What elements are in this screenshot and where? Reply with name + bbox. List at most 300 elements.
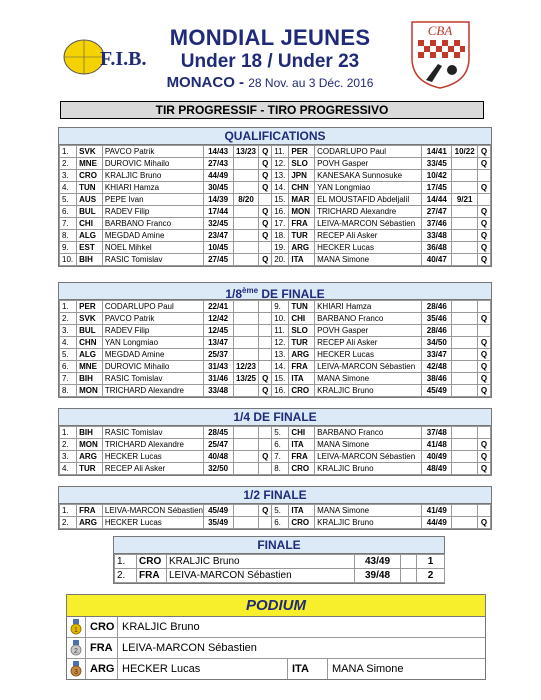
seed-number: 12. xyxy=(272,337,289,349)
player-name: EL MOUSTAFID Abdeljalil xyxy=(315,194,422,206)
bracket-row xyxy=(60,361,491,373)
score-2 xyxy=(233,325,259,337)
qualified-mark: Q xyxy=(478,337,491,349)
seed-number: 5. xyxy=(60,194,77,206)
country-code: ITA xyxy=(289,254,315,266)
score-2 xyxy=(233,313,259,325)
player-name: RASIC Tomislav xyxy=(102,254,203,266)
country-code: CRO xyxy=(289,517,315,529)
country-code: CHI xyxy=(289,313,315,325)
player-name: BARBANO Franco xyxy=(102,218,203,230)
rank-number: 1. xyxy=(115,555,137,569)
qualified-mark: Q xyxy=(259,230,272,242)
player-name: KRALJIC Bruno xyxy=(315,517,422,529)
seed-number: 1. xyxy=(60,505,77,517)
qualified-mark xyxy=(259,325,272,337)
score-1: 23/47 xyxy=(203,230,233,242)
qualified-mark xyxy=(259,313,272,325)
qualified-mark: Q xyxy=(259,170,272,182)
seed-number: 3. xyxy=(60,451,77,463)
player-name: KRALJIC Bruno xyxy=(167,555,355,569)
seed-number: 3. xyxy=(60,170,77,182)
score-1: 30/45 xyxy=(203,182,233,194)
seed-number: 18. xyxy=(272,230,289,242)
eighth-title-post: DE FINALE xyxy=(258,287,325,301)
spacer-cell xyxy=(401,569,417,583)
silver-medal-icon xyxy=(69,640,83,656)
score-2 xyxy=(233,463,259,475)
seed-number: 4. xyxy=(60,182,77,194)
event-dates: 28 Nov. au 3 Déc. 2016 xyxy=(248,76,374,90)
player-name: NOEL Mihkel xyxy=(102,242,203,254)
score-1: 35/49 xyxy=(203,517,233,529)
country-code: FRA xyxy=(289,361,315,373)
country-code: MNE xyxy=(77,361,103,373)
bracket-row xyxy=(60,463,491,475)
player-name: LEIVA-MARCON Sébastien xyxy=(167,569,355,583)
seed-number: 9. xyxy=(60,242,77,254)
seed-number: 10. xyxy=(60,254,77,266)
player-name: HECKER Lucas xyxy=(315,349,422,361)
country-code: SLO xyxy=(289,158,315,170)
medal-number: 1 xyxy=(74,627,78,634)
player-name: KHIARI Hamza xyxy=(102,182,203,194)
score-1: 33/48 xyxy=(203,385,233,397)
score-2 xyxy=(452,517,478,529)
qualified-mark xyxy=(259,194,272,206)
score-1: 25/37 xyxy=(203,349,233,361)
score-1: 44/49 xyxy=(203,170,233,182)
seed-number: 15. xyxy=(272,194,289,206)
player-name: KHIARI Hamza xyxy=(315,301,422,313)
qualified-mark: Q xyxy=(259,385,272,397)
player-name: HECKER Lucas xyxy=(315,242,422,254)
score-1: 44/49 xyxy=(422,517,452,529)
score-1: 40/47 xyxy=(422,254,452,266)
score-2 xyxy=(452,242,478,254)
score-1: 32/45 xyxy=(203,218,233,230)
score-1: 14/44 xyxy=(422,194,452,206)
score-2 xyxy=(233,242,259,254)
score-1: 38/46 xyxy=(422,373,452,385)
score-2 xyxy=(452,313,478,325)
score-2 xyxy=(452,254,478,266)
seed-number: 8. xyxy=(60,230,77,242)
player-name: KRALJIC Bruno xyxy=(315,463,422,475)
score-2: 9/21 xyxy=(452,194,478,206)
country-code: FRA xyxy=(289,218,315,230)
seed-number: 13. xyxy=(272,349,289,361)
score-2 xyxy=(233,158,259,170)
player-name: BARBANO Franco xyxy=(315,313,422,325)
qualified-mark: Q xyxy=(478,451,491,463)
player-name: PEPE Ivan xyxy=(102,194,203,206)
country-code: BIH xyxy=(77,427,103,439)
score-2 xyxy=(233,349,259,361)
seed-number: 6. xyxy=(272,439,289,451)
country-code: MON xyxy=(77,385,103,397)
qualified-mark: Q xyxy=(478,349,491,361)
player-name: MANA Simone xyxy=(327,659,487,679)
qualified-mark: Q xyxy=(259,146,272,158)
qualified-mark: Q xyxy=(478,158,491,170)
qualified-mark: Q xyxy=(478,230,491,242)
score-1: 42/48 xyxy=(422,361,452,373)
player-name: MANA Simone xyxy=(315,373,422,385)
bracket-row xyxy=(60,337,491,349)
bracket-row xyxy=(60,373,491,385)
seed-number: 19. xyxy=(272,242,289,254)
discipline-bar: TIR PROGRESSIF - TIRO PROGRESSIVO xyxy=(60,101,484,119)
player-name: KRALJIC Bruno xyxy=(117,617,292,637)
score-2 xyxy=(452,206,478,218)
score-1: 10/45 xyxy=(203,242,233,254)
eighth-final-title xyxy=(59,283,491,300)
qualified-mark xyxy=(259,301,272,313)
score-2 xyxy=(233,427,259,439)
seed-number: 9. xyxy=(272,301,289,313)
qualified-mark: Q xyxy=(478,242,491,254)
seed-number: 5. xyxy=(272,505,289,517)
player-name: LEIVA-MARCON Sébastien xyxy=(315,218,422,230)
country-code: SLO xyxy=(289,325,315,337)
country-code: MON xyxy=(77,439,103,451)
seed-number: 4. xyxy=(60,337,77,349)
player-name: MEGDAD Amine xyxy=(102,349,203,361)
qualified-mark: Q xyxy=(478,146,491,158)
country-code: ARG xyxy=(289,242,315,254)
score-1: 25/47 xyxy=(203,439,233,451)
country-code: ITA xyxy=(289,505,315,517)
qualified-mark: Q xyxy=(478,517,491,529)
score-2 xyxy=(452,337,478,349)
bracket-row xyxy=(60,517,491,529)
qualified-mark: Q xyxy=(478,206,491,218)
player-name: RECEP Ali Asker xyxy=(315,337,422,349)
player-name: PAVCO Patrik xyxy=(102,146,203,158)
seed-number: 2. xyxy=(60,517,77,529)
seed-number: 11. xyxy=(272,146,289,158)
bracket-row xyxy=(60,313,491,325)
player-name: MANA Simone xyxy=(315,505,422,517)
player-name: RADEV Filip xyxy=(102,325,203,337)
qualified-mark xyxy=(478,427,491,439)
player-name: DUROVIC Mihailo xyxy=(102,361,203,373)
score-1: 31/43 xyxy=(203,361,233,373)
player-name: LEIVA-MARCON Sébastien xyxy=(315,361,422,373)
score-1: 35/46 xyxy=(422,313,452,325)
score-2 xyxy=(452,170,478,182)
country-code: BUL xyxy=(77,206,103,218)
qualified-mark xyxy=(478,325,491,337)
score-1: 17/45 xyxy=(422,182,452,194)
fib-logo-text: F.I.B. xyxy=(100,48,147,70)
qualified-mark: Q xyxy=(478,385,491,397)
score-1: 37/46 xyxy=(422,218,452,230)
score-2 xyxy=(452,218,478,230)
qualified-mark: Q xyxy=(478,218,491,230)
event-location xyxy=(150,74,390,91)
score-2 xyxy=(452,349,478,361)
player-name: HECKER Lucas xyxy=(102,517,203,529)
score-2 xyxy=(452,158,478,170)
score-1: 27/47 xyxy=(422,206,452,218)
country-code: PER xyxy=(77,301,103,313)
score-2: 13/25 xyxy=(233,373,259,385)
country-code: MON xyxy=(289,206,315,218)
qualified-mark: Q xyxy=(478,313,491,325)
qualified-mark: Q xyxy=(478,439,491,451)
country-code: CRO xyxy=(137,555,167,569)
player-name: PAVCO Patrik xyxy=(102,313,203,325)
player-name: YAN Longmiao xyxy=(315,182,422,194)
quarter-final-title: 1/4 DE FINALE xyxy=(59,409,491,426)
seed-number: 12. xyxy=(272,158,289,170)
player-name: CODARLUPO Paul xyxy=(315,146,422,158)
player-name: MANA Simone xyxy=(315,439,422,451)
eighth-final-block xyxy=(58,282,492,398)
bracket-row xyxy=(60,451,491,463)
player-name: LEIVA-MARCON Sébastien xyxy=(102,505,203,517)
country-code: TUN xyxy=(77,182,103,194)
country-code: CRO xyxy=(289,463,315,475)
bracket-row xyxy=(60,439,491,451)
bronze-medal-icon xyxy=(69,661,83,677)
eighth-final-table xyxy=(59,300,491,397)
qualified-mark xyxy=(259,349,272,361)
player-name: RECEP Ali Asker xyxy=(315,230,422,242)
bracket-row xyxy=(60,349,491,361)
player-name: RADEV Filip xyxy=(102,206,203,218)
score-2 xyxy=(452,182,478,194)
country-code: MNE xyxy=(77,158,103,170)
seed-number: 13. xyxy=(272,170,289,182)
medal-number: 2 xyxy=(74,648,78,655)
score-2 xyxy=(452,361,478,373)
score-2: 12/23 xyxy=(233,361,259,373)
qualified-mark: Q xyxy=(259,505,272,517)
qualified-mark: Q xyxy=(478,254,491,266)
country-code: TUR xyxy=(77,463,103,475)
qualified-mark: Q xyxy=(259,158,272,170)
score-1: 10/42 xyxy=(422,170,452,182)
bracket-row xyxy=(60,254,491,266)
fib-logo xyxy=(58,38,147,76)
score-2: 8/20 xyxy=(233,194,259,206)
score: 39/48 xyxy=(355,569,401,583)
qualified-mark: Q xyxy=(259,373,272,385)
score-1: 34/50 xyxy=(422,337,452,349)
qualified-mark xyxy=(259,463,272,475)
seed-number: 2. xyxy=(60,158,77,170)
semi-final-block xyxy=(58,486,492,530)
score-2 xyxy=(233,301,259,313)
score-1: 14/43 xyxy=(203,146,233,158)
qualified-mark: Q xyxy=(259,254,272,266)
quarter-final-table xyxy=(59,426,491,475)
score-2 xyxy=(233,517,259,529)
qualifications-table xyxy=(59,145,491,266)
bracket-row xyxy=(60,170,491,182)
seed-number: 2. xyxy=(60,313,77,325)
eighth-title-pre: 1/8 xyxy=(225,287,242,301)
score-1: 48/49 xyxy=(422,463,452,475)
qualifications-block xyxy=(58,127,492,267)
player-name: CODARLUPO Paul xyxy=(102,301,203,313)
qualifications-title: QUALIFICATIONS xyxy=(59,128,491,145)
podium-title: PODIUM xyxy=(67,595,485,617)
country-code: CRO xyxy=(289,385,315,397)
seed-number: 6. xyxy=(272,517,289,529)
score-2 xyxy=(233,206,259,218)
spacer-cell xyxy=(401,555,417,569)
final-rank: 1 xyxy=(417,555,445,569)
final-row xyxy=(115,569,445,583)
seed-number: 16. xyxy=(272,206,289,218)
location-text: MONACO - xyxy=(166,74,249,91)
country-code: PER xyxy=(289,146,315,158)
seed-number: 5. xyxy=(60,349,77,361)
qualified-mark: Q xyxy=(478,182,491,194)
score-2 xyxy=(452,385,478,397)
qualified-mark xyxy=(478,170,491,182)
player-name: KRALJIC Bruno xyxy=(315,385,422,397)
score-1: 28/46 xyxy=(422,301,452,313)
country-code: ITA xyxy=(289,439,315,451)
cba-logo-text: CBA xyxy=(427,23,453,38)
score-2 xyxy=(452,373,478,385)
country-code: BIH xyxy=(77,254,103,266)
bracket-row xyxy=(60,206,491,218)
score-1: 14/39 xyxy=(203,194,233,206)
score-2 xyxy=(233,230,259,242)
qualified-mark xyxy=(259,337,272,349)
country-code: SVK xyxy=(77,146,103,158)
player-name: POVH Gasper xyxy=(315,325,422,337)
score-2 xyxy=(452,451,478,463)
seed-number: 16. xyxy=(272,385,289,397)
score-1: 12/45 xyxy=(203,325,233,337)
seed-number: 8. xyxy=(272,463,289,475)
score-1: 40/49 xyxy=(422,451,452,463)
score-1: 13/47 xyxy=(203,337,233,349)
bracket-row xyxy=(60,325,491,337)
seed-number: 4. xyxy=(60,463,77,475)
country-code: ARG xyxy=(77,517,103,529)
final-block xyxy=(113,536,445,584)
qualified-mark: Q xyxy=(478,361,491,373)
score-2 xyxy=(233,337,259,349)
bracket-row xyxy=(60,158,491,170)
seed-number: 10. xyxy=(272,313,289,325)
player-name: BARBANO Franco xyxy=(315,427,422,439)
seed-number: 5. xyxy=(272,427,289,439)
seed-number: 7. xyxy=(60,218,77,230)
score-1: 33/48 xyxy=(422,230,452,242)
country-code: CRO xyxy=(85,617,118,637)
bracket-row xyxy=(60,194,491,206)
qualified-mark: Q xyxy=(259,206,272,218)
player-name: MANA Simone xyxy=(315,254,422,266)
qualified-mark xyxy=(259,439,272,451)
score-1: 33/47 xyxy=(422,349,452,361)
final-row xyxy=(115,555,445,569)
score-1: 41/48 xyxy=(422,439,452,451)
score-2 xyxy=(233,385,259,397)
score-1: 14/41 xyxy=(422,146,452,158)
podium-row-second xyxy=(67,638,485,659)
player-name: HECKER Lucas xyxy=(102,451,203,463)
bracket-row xyxy=(60,242,491,254)
final-rank: 2 xyxy=(417,569,445,583)
player-name: DUROVIC Mihailo xyxy=(102,158,203,170)
country-code: MAR xyxy=(289,194,315,206)
score-1: 27/45 xyxy=(203,254,233,266)
player-name: RASIC Tomislav xyxy=(102,427,203,439)
player-name: LEIVA-MARCON Sébastien xyxy=(315,451,422,463)
country-code: FRA xyxy=(85,638,118,658)
podium-row-first xyxy=(67,617,485,638)
score-2 xyxy=(233,451,259,463)
country-code: BIH xyxy=(77,373,103,385)
qualified-mark xyxy=(478,301,491,313)
semi-final-table xyxy=(59,504,491,529)
player-name: LEIVA-MARCON Sébastien xyxy=(117,638,292,658)
score-2 xyxy=(233,439,259,451)
podium-row-third xyxy=(67,659,485,679)
qualified-mark: Q xyxy=(478,463,491,475)
player-name: RECEP Ali Asker xyxy=(102,463,203,475)
seed-number: 1. xyxy=(60,301,77,313)
qualified-mark: Q xyxy=(478,373,491,385)
score-1: 12/42 xyxy=(203,313,233,325)
score-1: 32/50 xyxy=(203,463,233,475)
country-code: CHN xyxy=(77,337,103,349)
final-table xyxy=(114,554,445,583)
player-name: TRICHARD Alexandre xyxy=(102,385,203,397)
seed-number: 7. xyxy=(272,451,289,463)
qualified-mark xyxy=(259,517,272,529)
score-2 xyxy=(452,301,478,313)
score-2: 10/22 xyxy=(452,146,478,158)
score-1: 40/48 xyxy=(203,451,233,463)
score-2 xyxy=(452,439,478,451)
score-2: 13/23 xyxy=(233,146,259,158)
country-code: ARG xyxy=(77,451,103,463)
quarter-final-block xyxy=(58,408,492,476)
country-code: JPN xyxy=(289,170,315,182)
seed-number: 8. xyxy=(60,385,77,397)
country-code: ALG xyxy=(77,230,103,242)
country-code: FRA xyxy=(289,451,315,463)
country-code: ITA xyxy=(287,659,328,679)
seed-number: 2. xyxy=(60,439,77,451)
bracket-row xyxy=(60,218,491,230)
qualified-mark: Q xyxy=(259,218,272,230)
country-code: FRA xyxy=(137,569,167,583)
qualified-mark: Q xyxy=(259,182,272,194)
player-name: YAN Longmiao xyxy=(102,337,203,349)
header xyxy=(0,0,541,98)
country-code: CRO xyxy=(77,170,103,182)
country-code: FRA xyxy=(77,505,103,517)
score-1: 45/49 xyxy=(203,505,233,517)
score-1: 36/48 xyxy=(422,242,452,254)
seed-number: 20. xyxy=(272,254,289,266)
score-2 xyxy=(452,230,478,242)
player-name: TRICHARD Alexandre xyxy=(315,206,422,218)
bracket-row xyxy=(60,505,491,517)
